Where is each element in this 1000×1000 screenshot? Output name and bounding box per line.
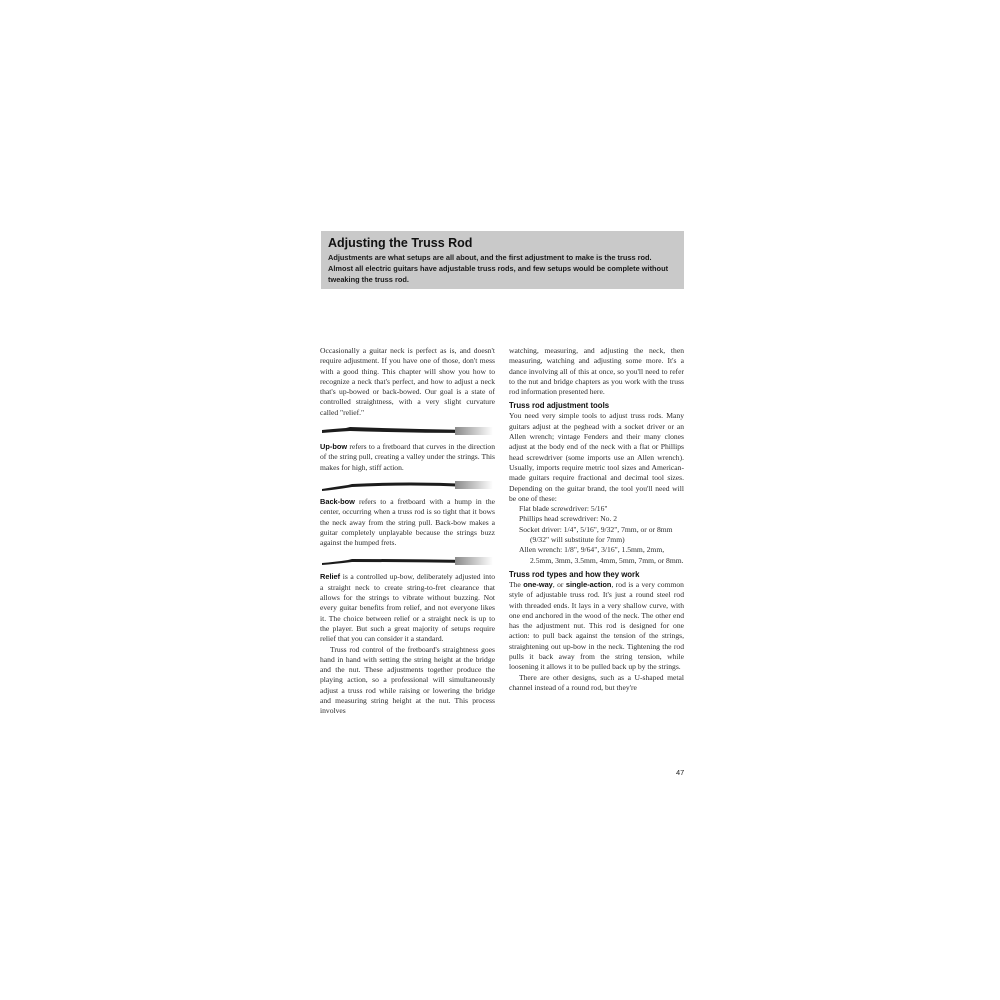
left-column [320,346,495,717]
list-item: Flat blade screwdriver: 5/16" [519,504,608,514]
intro-lead: Adjustments are what setups are all about, and the first adjustment to make is the truss rod. Almost all electric guitars have adjustable truss rods, and few setups would be complete without tweaking the truss rod. [328,253,669,284]
paragraph-action: Truss rod control of the fretboard's straightness goes hand in hand with setting the string height at the bridge and the nut. These adjustments together produce the playing action, so a professional will simultaneously adjust a truss rod while raising or lowering the bridge and measuring string height at the nut. This process involves [320,644,495,716]
neck-relief-illustration [320,554,495,568]
heading-adjustment-tools: Truss rod adjustment tools [509,401,610,411]
term-relief: Relief [320,572,341,582]
paragraph-other-designs: There are other designs, such as a U-shaped metal channel instead of a round rod, but they're [509,672,684,692]
term-single-action: single-action [565,579,612,589]
paragraph-tools: You need very simple tools to adjust truss rods. Many guitars adjust at the peghead with a socket driver or an Allen wrench; vintage Fenders and their many clones adjust at the body end of the neck with a flat or Phillips head screwdriver (some imports use an Allen wrench). Usually, imports require metric tool sizes and American-made guitars require fractional and decimal tool sizes. Depending on the guitar brand, the tool you'll need will be one of these: [509,411,684,503]
paragraph-intro: Occasionally a guitar neck is perfect as is, and doesn't require adjustment. If you have one of those, don't mess with a good thing. This chapter will show you how to recognize a neck that's perfect, and how to adjust a neck that's up-bowed or back-bowed. Our goal is a state of controlled straightness, with a very slight curvature called "relief." [320,346,495,417]
tool-list [509,504,684,566]
page-number: 47 [676,768,685,777]
neck-upbow-illustration [320,424,495,438]
right-column [509,346,684,693]
section-title: Adjusting the Truss Rod [328,236,473,250]
list-item: Allen wrench: 1/8", 9/64", 3/16", 1.5mm, 2mm, 2.5mm, 3mm, 3.5mm, 4mm, 5mm, 7mm, or 8mm. [519,545,684,565]
list-item: Phillips head screwdriver: No. 2 [519,514,618,524]
paragraph-relief: Relief is a controlled up-bow, deliberately adjusted into a straight neck to create string-to-fret clearance that allows for the strings to vibrate without buzzing. Not every guitar benefits from relief, and not everyone likes it. The choice between relief or a straight neck is up to the player. But such a great majority of setups require relief that you can consider it a standard. [320,572,495,644]
term-backbow: Back-bow [320,496,355,506]
heading-rod-types: Truss rod types and how they work [509,569,640,579]
list-item: Socket driver: 1/4", 5/16", 9/32", 7mm, or or 8mm (9/32" will substitute for 7mm) [519,524,673,545]
intro-box [321,231,684,289]
term-one-way: one-way [523,579,553,589]
paragraph-one-way-rod: The one-way, or single-action, rod is a very common style of adjustable truss rod. It's just a round steel rod with threaded ends. It lays in a very shallow curve, with one end anchored in the wood of the neck. The other end has the adjustment nut. This rod is designed for one action: to pull back against the tension of the strings, straightening out up-bow in the neck. Tightening the rod pulls it back away from the string tension, while loosening it allows it to be pulled back up by the strings. [509,579,684,672]
paragraph-upbow: Up-bow refers to a fretboard that curves in the direction of the string pull, creating a valley under the strings. This makes for high, stiff action. [320,442,495,472]
neck-backbow-illustration [320,479,495,493]
paragraph-continued: watching, measuring, and adjusting the neck, then measuring, watching and adjusting some more. It's a dance involving all of this at once, so you'll need to refer to the nut and bridge chapters as you work with the truss rod information presented here. [509,346,684,397]
paragraph-backbow: Back-bow refers to a fretboard with a hump in the center, occurring when a truss rod is so tight that it bows the neck away from the string pull. Back-bow makes a guitar completely unplayable because the strings buzz against the humped frets. [320,496,495,548]
term-upbow: Up-bow [320,442,348,452]
